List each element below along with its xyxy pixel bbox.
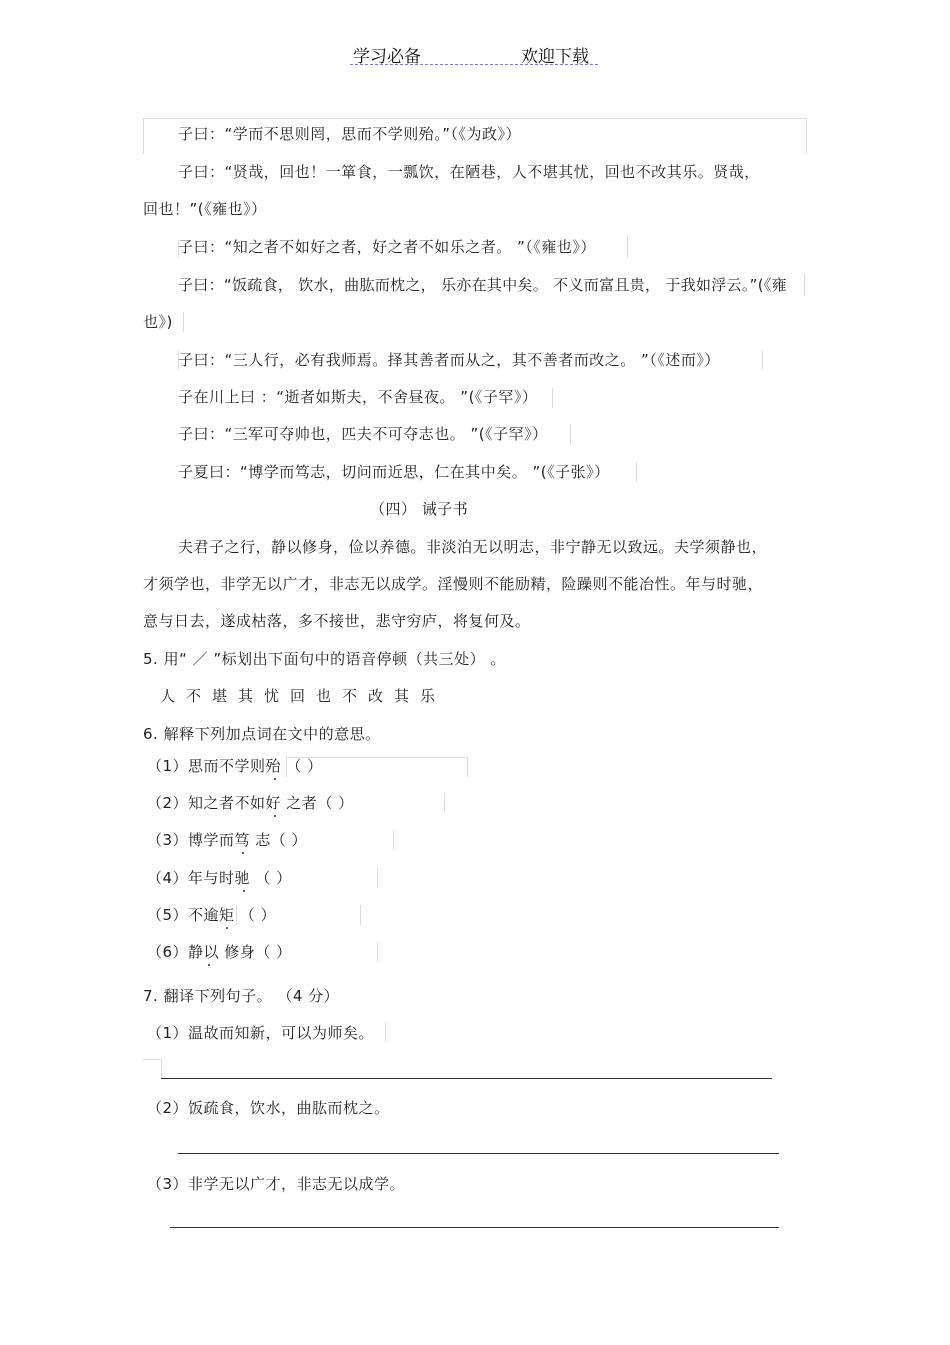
scan-box-edge [385, 1022, 386, 1042]
scan-box-edge [377, 942, 378, 962]
scan-box-edge [143, 1059, 161, 1060]
emphasis-dot [226, 927, 228, 929]
scan-box-edge [636, 462, 637, 482]
pause-char[interactable]: 其 [238, 687, 254, 705]
emphasis-dot [274, 815, 276, 817]
emphasis-dot [243, 890, 245, 892]
header-left: 学习必备 [353, 47, 421, 67]
pause-char[interactable]: 回 [290, 687, 306, 705]
scan-box-edge [804, 274, 805, 296]
scan-box-edge [552, 388, 553, 408]
scan-box-edge [377, 868, 378, 888]
passage-line: 子曰：“三军可夺帅也，匹夫不可夺志也。 ”(《子罕》） [178, 425, 548, 443]
question-6-item[interactable]: （1）思而不学则殆 （ ） [147, 757, 323, 775]
emphasis-dot [208, 964, 210, 966]
header-right: 欢迎下载 [521, 47, 589, 67]
scan-box-edge [570, 424, 571, 444]
pause-char[interactable]: 乐 [420, 687, 436, 705]
passage-line: 子夏曰：“博学而笃志，切问而近思，仁在其中矣。 ”(《子张》） [178, 463, 610, 481]
pause-char[interactable]: 堪 [212, 687, 228, 705]
emphasis-dot [242, 852, 244, 854]
passage-line: 子曰：“学而不思则罔，思而不学则殆。”（《为政》） [178, 125, 522, 143]
pause-char[interactable]: 忧 [264, 687, 280, 705]
question-6-item[interactable]: （4）年与时驰 （ ） [147, 869, 292, 887]
question-6-item[interactable]: （6）静以 修身（ ） [147, 943, 292, 961]
scan-box-edge [360, 905, 361, 925]
passage-line: 子曰：“知之者不如好之者，好之者不如乐之者。 ”（《雍也》） [178, 238, 596, 256]
passage-line: 也》) [143, 313, 173, 331]
pause-char[interactable]: 改 [368, 687, 384, 705]
scan-box-edge [161, 1059, 162, 1079]
pause-char[interactable]: 不 [186, 687, 202, 705]
pause-char[interactable]: 人 [160, 687, 176, 705]
answer-line[interactable] [170, 1227, 779, 1228]
question-6-item[interactable]: （2）知之者不如好 之者（ ） [147, 794, 354, 812]
scan-box-edge [393, 830, 394, 850]
question-7-item: （2）饭疏食，饮水，曲肱而枕之。 [147, 1099, 390, 1117]
essay-line: 才须学也，非学无以广才，非志无以成学。淫慢则不能励精，险躁则不能冶性。年与时驰， [143, 575, 764, 593]
passage-line: 子曰：“贤哉，回也！一箪食，一瓢饮，在陋巷，人不堪其忧，回也不改其乐。贤哉， [178, 163, 760, 181]
header-divider [350, 64, 598, 65]
passage-line: 子曰：“饭疏食， 饮水，曲肱而枕之， 乐亦在其中矣。 不义而富且贵， 于我如浮云。”(《雍 [178, 276, 787, 294]
pause-char[interactable]: 不 [342, 687, 358, 705]
scan-box-edge [762, 350, 763, 370]
question-5-sentence [160, 686, 446, 706]
scan-box-edge [444, 793, 445, 813]
pause-char[interactable]: 也 [316, 687, 332, 705]
question-5-prompt: 5. 用“ ／ ”标划出下面句中的语音停顿（共三处） 。 [143, 650, 506, 668]
question-6-prompt: 6. 解释下列加点词在文中的意思。 [143, 725, 381, 743]
question-7-prompt: 7. 翻译下列句子。 （4 分） [143, 987, 340, 1005]
scan-box-edge [183, 312, 184, 332]
question-7-item: （1）温故而知新，可以为师矣。 [147, 1024, 375, 1042]
scan-box-edge [627, 236, 628, 258]
emphasis-dot [274, 778, 276, 780]
question-6-item[interactable]: （5）不逾矩 （ ） [147, 906, 277, 924]
passage-line: 回也！”(《雍也》） [143, 200, 267, 218]
section-title: （四） 诫子书 [370, 500, 469, 518]
scan-box-edge [806, 118, 807, 154]
pause-char[interactable]: 其 [394, 687, 410, 705]
question-7-item: （3）非学无以广才，非志无以成学。 [147, 1175, 406, 1193]
passage-line: 子曰：“三人行，必有我师焉。择其善者而从之，其不善者而改之。 ”（《述而》） [178, 351, 720, 369]
passage-line: 子在川上曰 ：“逝者如斯夫，不舍昼夜。 ”(《子罕》） [178, 388, 538, 406]
scan-box-edge [236, 905, 237, 925]
essay-line: 意与日去，遂成枯落，多不接世，悲守穷庐，将复何及。 [143, 612, 531, 630]
scan-box-edge [143, 118, 144, 154]
question-6-item[interactable]: （3）博学而笃 志（ ） [147, 831, 308, 849]
answer-line[interactable] [161, 1078, 772, 1079]
scan-box-edge [143, 118, 807, 119]
scan-box-edge [467, 757, 468, 777]
essay-line: 夫君子之行，静以修身，俭以养德。非淡泊无以明志，非宁静无以致远。夫学须静也， [178, 538, 768, 556]
answer-line[interactable] [178, 1153, 779, 1154]
